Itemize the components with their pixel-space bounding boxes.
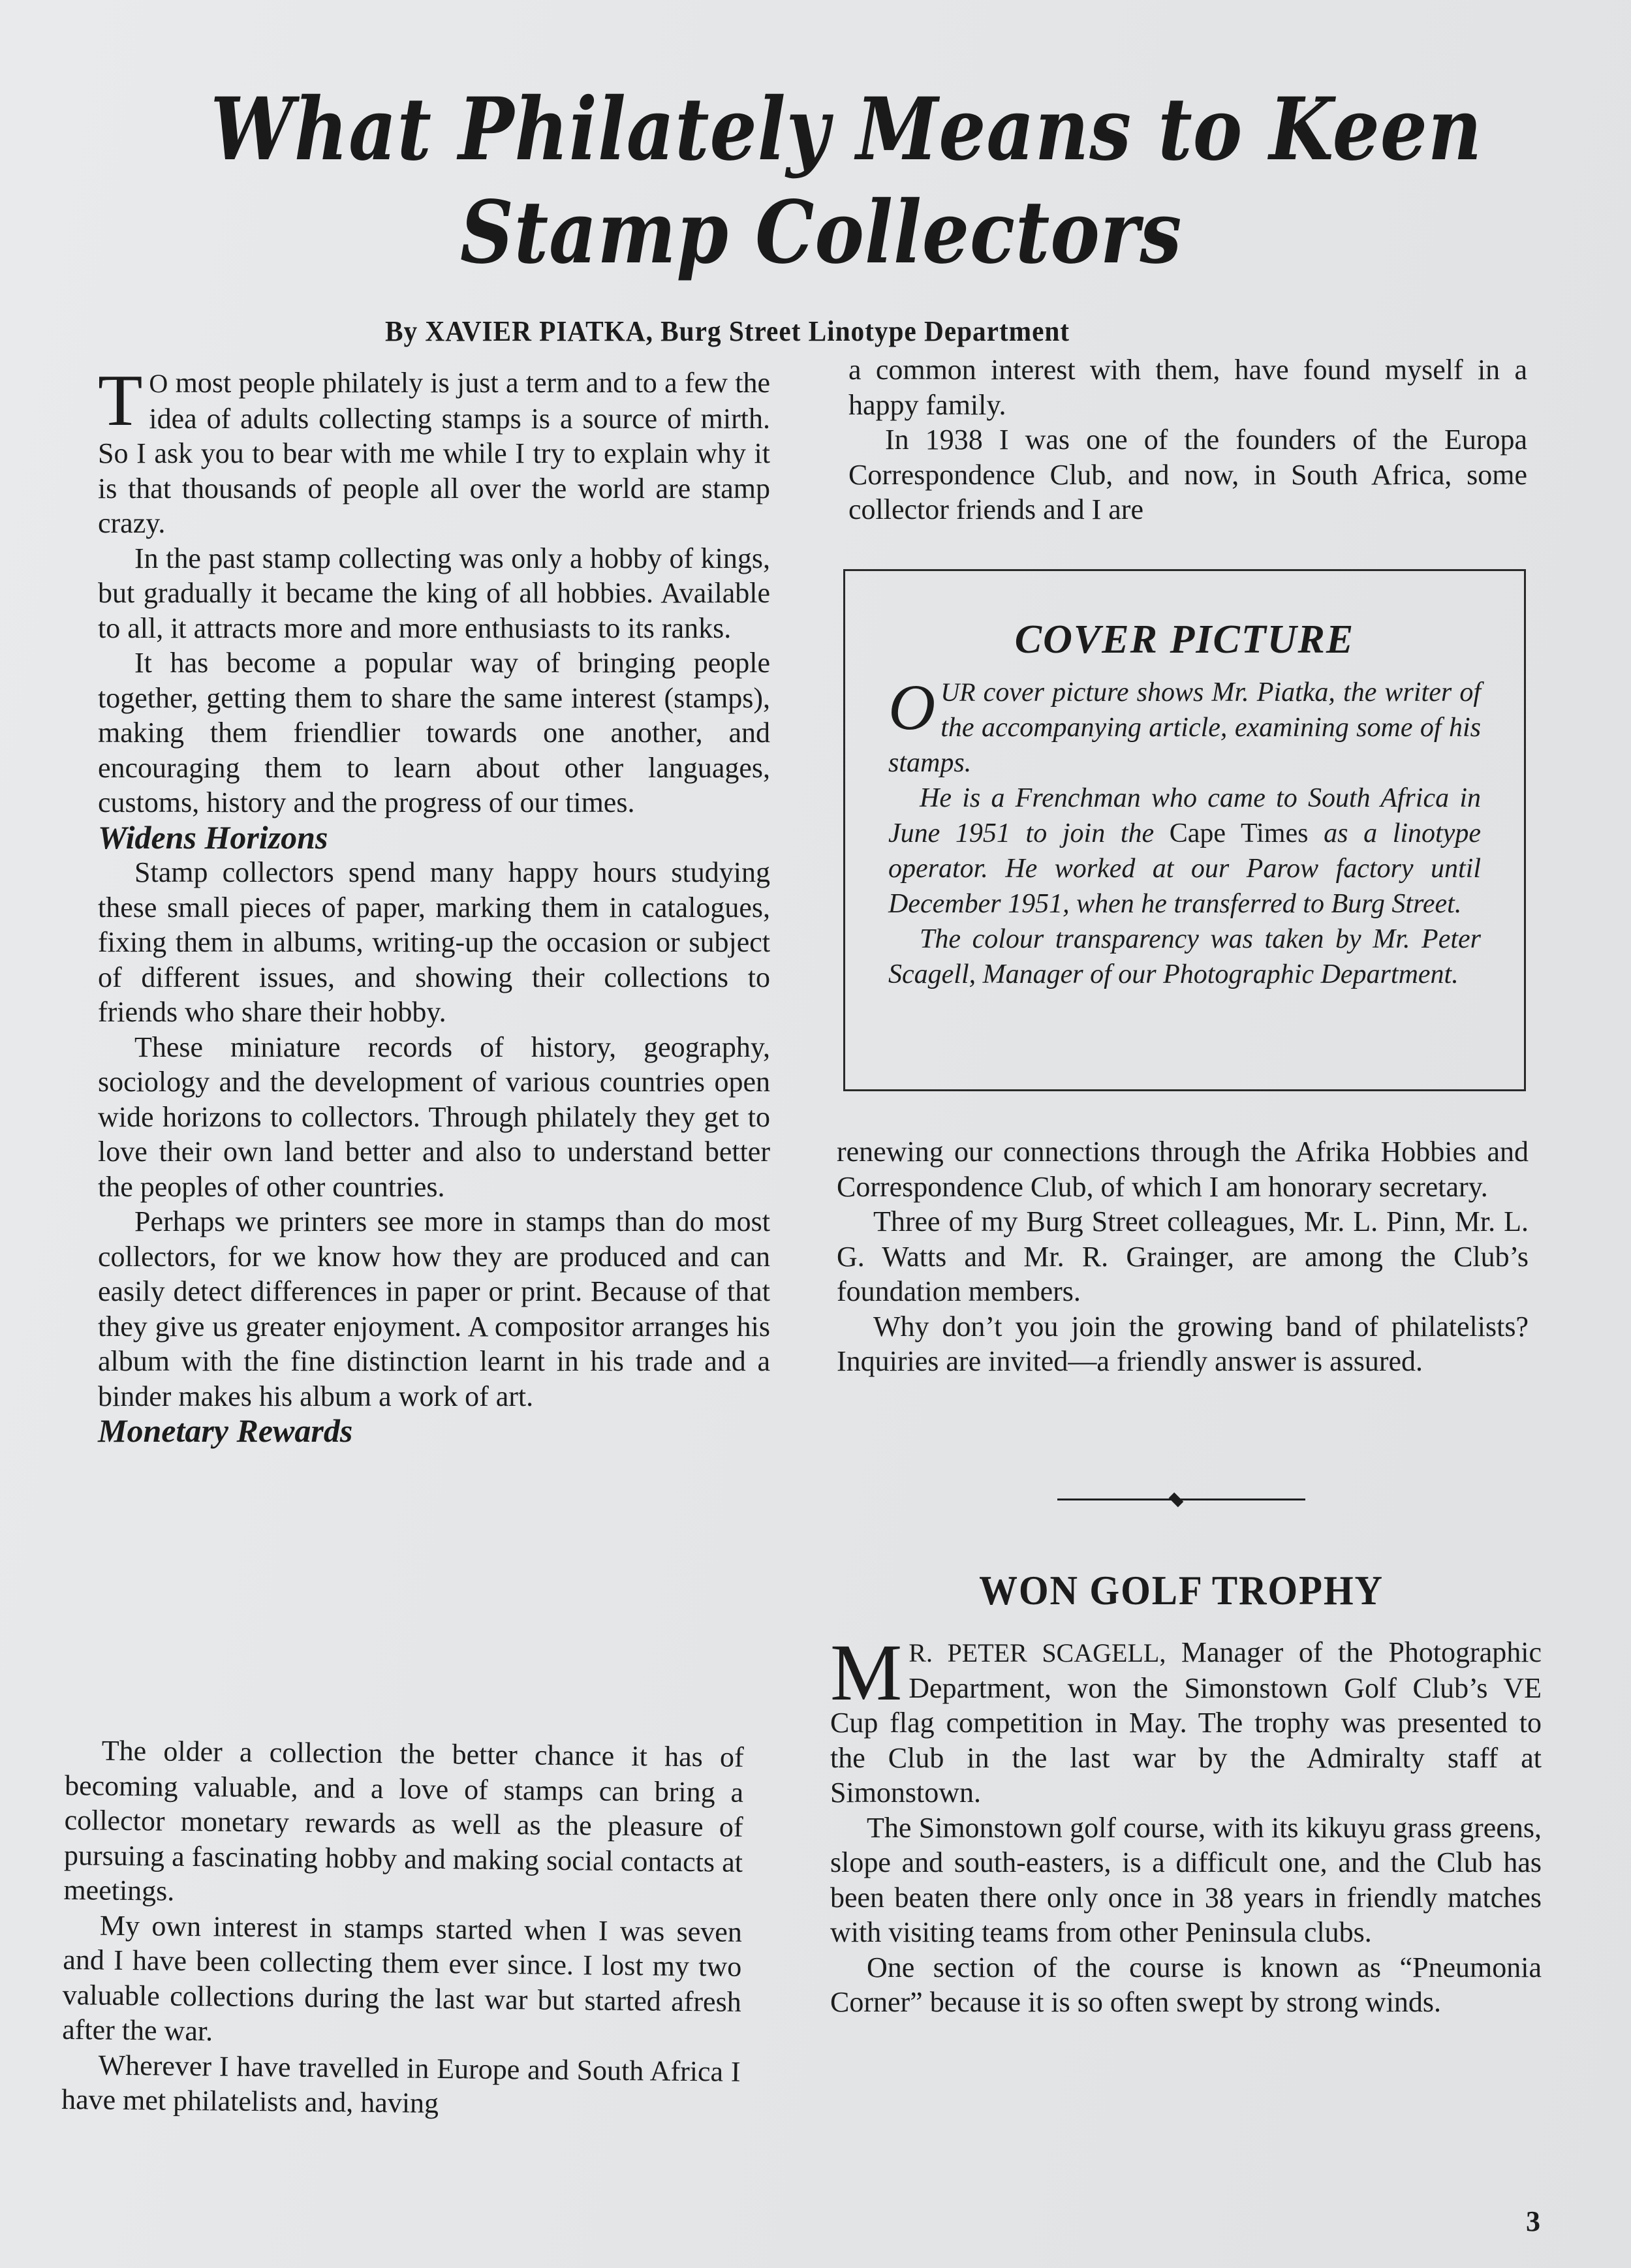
cover-picture-heading: COVER PICTURE [1014,617,1355,662]
cover-intro-text: cover picture shows Mr. Piatka, the writer of the accompanying article, examining some of his stamps. [888,677,1481,778]
cover-text: as a linotype operator. He worked at our Parow factory until December 1951, when he transferred to Burg Street. [888,818,1482,919]
intro-paragraph [98,360,770,541]
paragraph: One section of the course is known as “Pneumonia Corner” because it is so often swept by strong winds. [830,1951,1542,2018]
article-title-line-2: Stamp Collectors [459,182,1183,283]
article-column-right-middle [837,1134,1529,1379]
golf-article-heading: WON GOLF TROPHY [979,1567,1384,1613]
byline: By XAVIER PIATKA, Burg Street Linotype Department [385,315,1070,347]
paragraph: Wherever I have travelled in Europe and South Africa I have met philatelists and, having [61,2049,741,2120]
cover-text: He is a Frenchman who came to South Africa in June 1951 to join the [888,783,1481,848]
cover-paragraph [888,781,1481,922]
paragraph: In 1938 I was one of the founders of the Europa Correspondence Club, and now, in South Africa, some collector friends and I are [848,424,1527,525]
article-column-left-lower [61,1733,744,2124]
newspaper-name: Cape Times [1169,818,1309,848]
paragraph: Stamp collectors spend many happy hours studying these small pieces of paper, marking them in catalogues, fixing them in albums, writing-up the occasion or subject of different issues, and showing their collections to friends who share their hobby. [98,856,770,1028]
paragraph: My own interest in stamps started when I was seven and I have been collecting them ever since. I lost my two valuable collections during the last war but started afresh after the war. [61,1909,743,2047]
cover-intro-paragraph [888,671,1481,781]
lead-in: UR [940,677,976,707]
paragraph: In the past stamp collecting was only a hobby of kings, but gradually it became the king of all hobbies. Available to all, it attracts more and more enthusiasts to its ranks. [98,542,770,644]
continuation-paragraph: renewing our connections through the Afrika Hobbies and Correspondence Club, of which I am honorary secretary. [837,1136,1529,1203]
intro-text: most people philately is just a term and to a few the idea of adults collecting stamps is a source of mirth. So I ask you to bear with me while I try to explain why it is that thousands of people all over the world are stamp crazy. [98,367,770,539]
diamond-ornament-icon [1169,1493,1184,1508]
continuation-paragraph: a common interest with them, have found myself in a happy family. [848,354,1527,421]
paragraph: Why don’t you join the growing band of philatelists? Inquiries are invited—a friendly answer is assured. [837,1310,1529,1377]
article-title-line-1: What Philately Means to Keen [210,79,1483,180]
paragraph: The Simonstown golf course, with its kikuyu grass greens, slope and south-easters, is a difficult one, and the Club has been beaten there only once in 38 years in friendly matches with visiting teams from other Peninsula clubs. [830,1811,1542,1948]
lead-in: R. PETER SCAGELL, [909,1638,1166,1668]
drop-cap: T [98,360,143,441]
cover-picture-body [888,671,1482,992]
subhead-widens-horizons: Widens Horizons [98,818,328,856]
drop-cap: O [888,671,936,743]
drop-cap: M [830,1628,903,1717]
paragraph: The older a collection the better chance it has of becoming valuable, and a love of stamps can bring a collector monetary rewards as well as the pleasure of pursuing a fascinating hobby and making social contacts at meetings. [63,1734,744,1907]
section-divider [1057,1495,1305,1504]
golf-intro-paragraph [830,1628,1542,1810]
article-column-right-top [848,352,1527,527]
subhead-monetary-rewards: Monetary Rewards [98,1412,353,1449]
paragraph: Three of my Burg Street colleagues, Mr. L. Pinn, Mr. L. G. Watts and Mr. R. Grainger, are among the Club’s foundation members. [837,1205,1529,1307]
article-title [114,78,1517,285]
golf-intro-text: Manager of the Photographic Department, won the Simonstown Golf Club’s VE Cup flag competition in May. The trophy was presented to the Club in the last war by the Admiralty staff at Simonstown. [830,1636,1542,1809]
article-column-left [98,360,770,1449]
page-number: 3 [1526,2205,1540,2237]
lead-in: O [149,369,168,398]
paragraph: It has become a popular way of bringing people together, getting them to share the same interest (stamps), making them friendlier towards one another, and encouraging them to learn about other languages, customs, history and the progress of our times. [98,647,770,818]
cover-paragraph: The colour transparency was taken by Mr. Peter Scagell, Manager of our Photographic Department. [888,924,1481,989]
paragraph: These miniature records of history, geography, sociology and the development of various countries open wide horizons to collectors. Through philately they get to love their own land better and also to understand better the peoples of other countries. [98,1031,770,1203]
paragraph: Perhaps we printers see more in stamps than do most collectors, for we know how they are produced and can easily detect differences in paper or print. Because of that they give us greater enjoyment. A compositor arranges his album with the fine distinction learnt in his trade and a binder makes his album a work of art. [98,1205,770,1412]
golf-article-body [830,1628,1542,2020]
cover-picture-box [843,569,1526,1091]
